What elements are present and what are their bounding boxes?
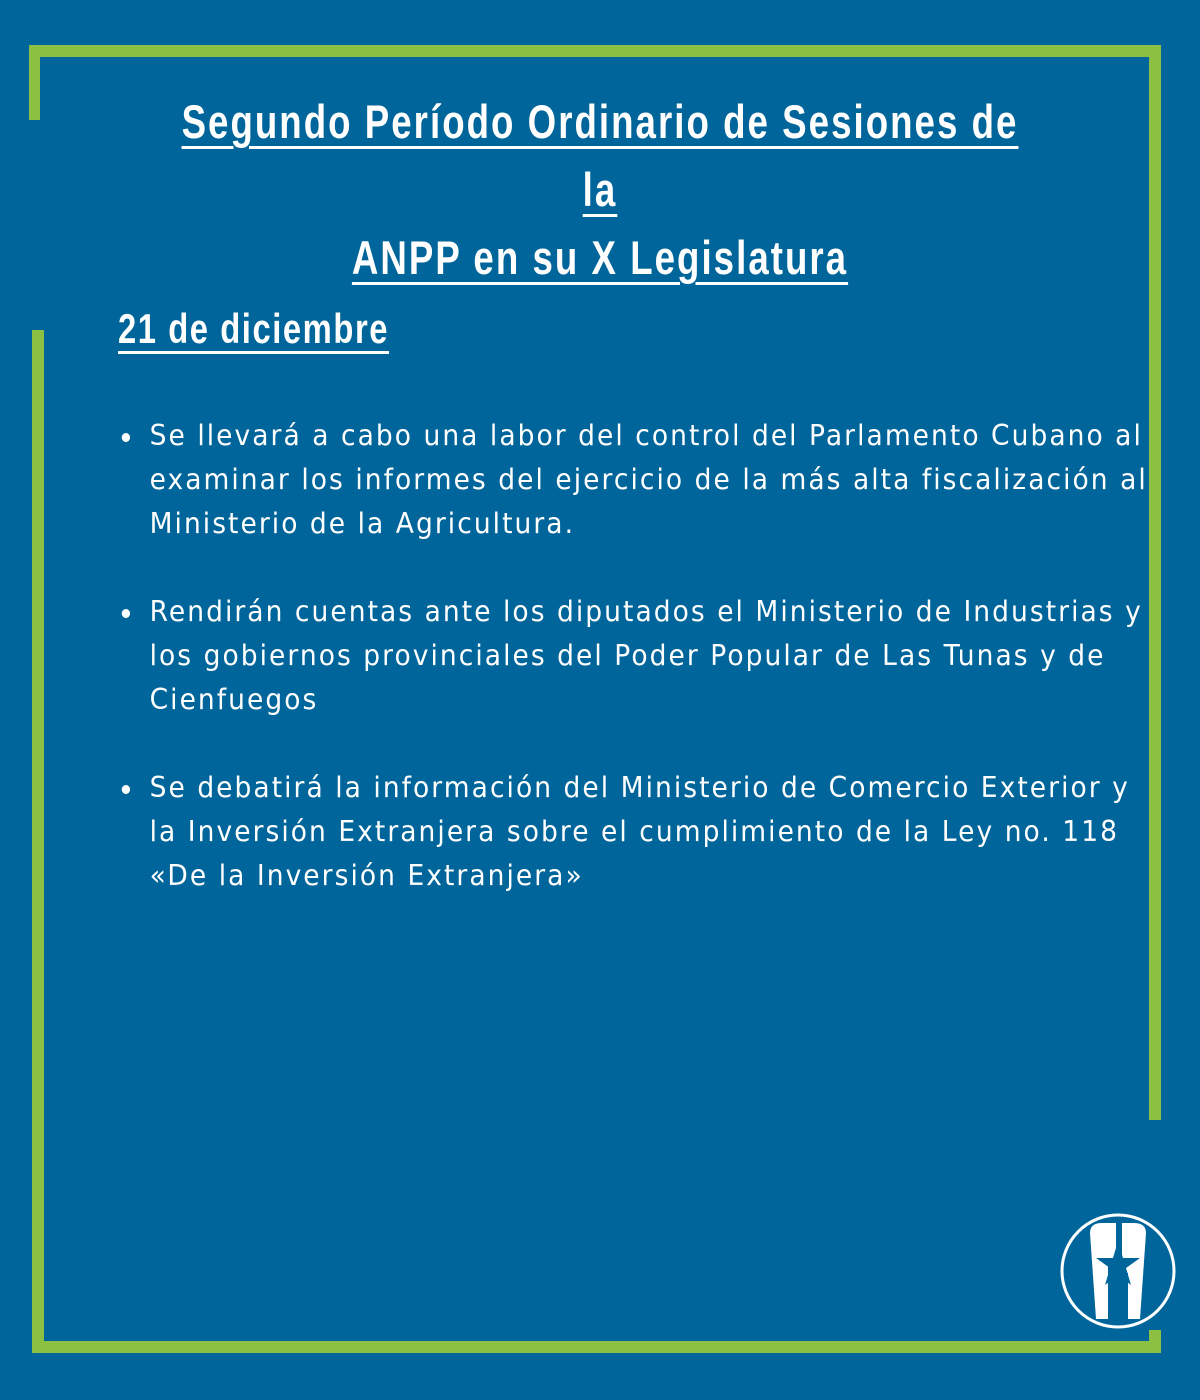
list-item-text: Se llevará a cabo una labor del control del Parlamento Cubano al examinar los informes del ejercicio de la más alta fiscalización al Ministerio de la Agricultura. bbox=[149, 419, 1148, 540]
title-line-1: Segundo Período Ordinario de Sesiones de la bbox=[181, 95, 1019, 216]
page-title bbox=[179, 88, 1021, 292]
frame-right-upper bbox=[1149, 45, 1161, 1120]
bullet-icon bbox=[122, 609, 130, 618]
list-item bbox=[118, 766, 1154, 898]
bullet-icon bbox=[122, 785, 130, 794]
parliament-star-logo-icon bbox=[1060, 1213, 1176, 1329]
frame-left-lower bbox=[32, 330, 44, 1353]
list-item-text: Se debatirá la información del Ministerio de Comercio Exterior y la Inversión Extranjera sobre el cumplimiento de la Ley no. 118 «De la Inversión Extranjera» bbox=[149, 771, 1130, 892]
bullet-icon bbox=[122, 433, 130, 442]
frame-bottom bbox=[32, 1341, 1161, 1353]
agenda-list bbox=[118, 414, 1148, 942]
frame-top bbox=[29, 45, 1161, 57]
list-item bbox=[118, 414, 1154, 546]
list-item bbox=[118, 590, 1154, 722]
frame-left-upper bbox=[29, 45, 40, 120]
list-item-text: Rendirán cuentas ante los diputados el Ministerio de Industrias y los gobiernos provinciales del Poder Popular de Las Tunas y de Cienfuegos bbox=[149, 595, 1143, 716]
title-line-2: ANPP en su X Legislatura bbox=[351, 231, 849, 284]
date-heading: 21 de diciembre bbox=[118, 305, 390, 352]
